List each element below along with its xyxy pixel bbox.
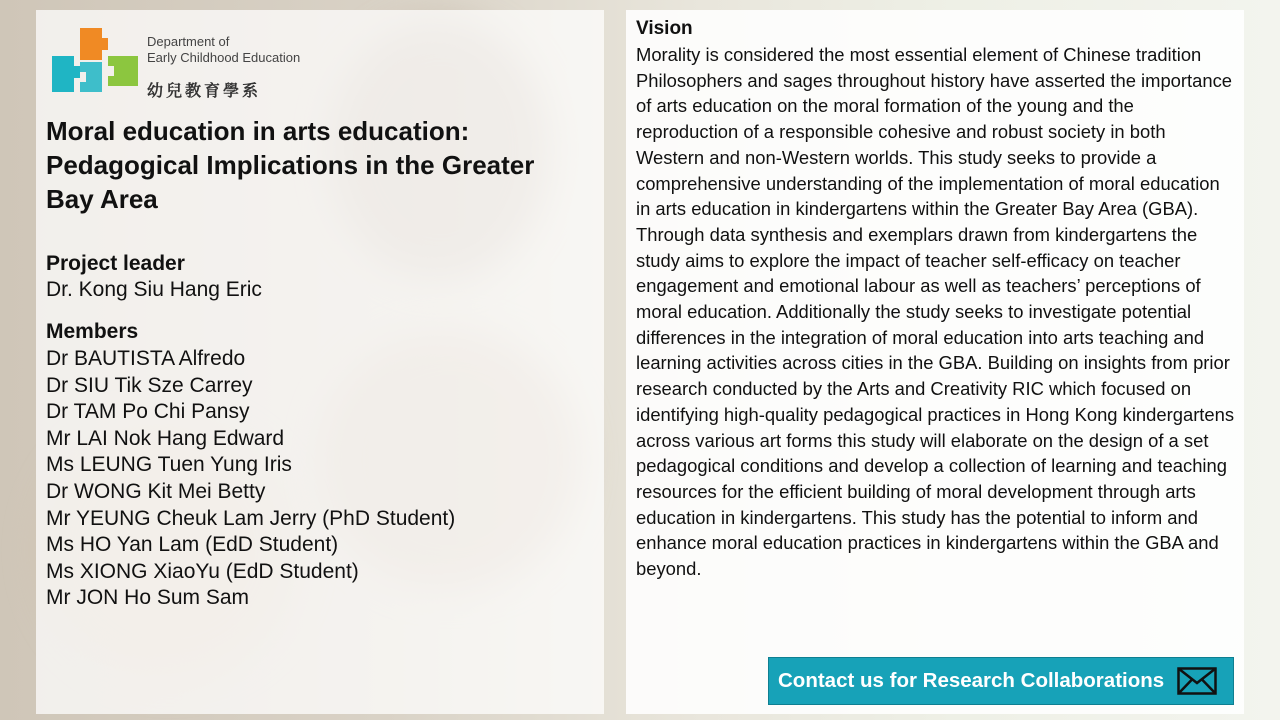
project-leader-heading: Project leader: [46, 252, 185, 275]
member-item: Dr TAM Po Chi Pansy: [46, 400, 250, 424]
member-item: Dr BAUTISTA Alfredo: [46, 347, 246, 370]
vision-body: Morality is considered the most essential element of Chinese tradition Philosophers and sages throughout history have asserted the importance of arts education on the moral formation of the young and the reproduction of a responsible cohesive and robust society in both Western and non-Western worlds. This study seeks to provide a comprehensive understanding of the implementation of moral education in arts education in kindergartens within the Greater Bay Area (GBA). Through data synthesis and exemplars drawn from kindergartens the study aims to explore the impact of teacher self-efficacy on teacher engagement and emotional labour as well as teachers’ perceptions of moral education. Additionally the study seeks to investigate potential differences in the integration of moral education into arts teaching and learning activities across cities in the GBA. Building on insights from prior research conducted by the Arts and Creativity RIC which focused on identifying high-quality pedagogical practices in Hong Kong kindergartens across various art forms this study will elaborate on the design of a set pedagogical conditions and develop a collection of learning and teaching resources for the efficient building of moral development through arts education in kindergartens. This study has the potential to inform and enhance moral education practices in kindergartens within the GBA and beyond.: [636, 44, 1235, 580]
department-chinese-name: 幼兒教育學系: [147, 83, 262, 100]
member-item: Ms HO Yan Lam (EdD Student): [46, 533, 339, 557]
envelope-icon: [1177, 667, 1217, 695]
contact-button[interactable]: [768, 657, 1234, 705]
member-item: Dr WONG Kit Mei Betty: [46, 479, 266, 503]
department-name: [147, 34, 300, 66]
member-item: Mr LAI Nok Hang Edward: [46, 426, 285, 450]
members-list: [46, 346, 455, 612]
member-item: Mr JON Ho Sum Sam: [46, 586, 250, 610]
member-item: Ms XIONG XiaoYu (EdD Student): [46, 559, 359, 583]
member-item: Ms LEUNG Tuen Yung Iris: [46, 453, 292, 477]
vision-heading: Vision: [636, 18, 693, 39]
member-item: Dr SIU Tik Sze Carrey: [46, 373, 253, 397]
member-item: Mr YEUNG Cheuk Lam Jerry (PhD Student): [46, 506, 456, 530]
department-logo: [50, 26, 310, 100]
project-leader-name: Dr. Kong Siu Hang Eric: [46, 278, 262, 301]
project-title: Moral education in arts education: Pedagogical Implications in the Greater Bay Area: [46, 116, 535, 214]
contact-button-label: Contact us for Research Collaborations: [778, 669, 1165, 692]
members-heading: Members: [46, 320, 139, 343]
puzzle-logo-icon: [50, 26, 142, 100]
department-line-1: Department of: [147, 34, 230, 49]
department-line-2: Early Childhood Education: [147, 50, 301, 65]
